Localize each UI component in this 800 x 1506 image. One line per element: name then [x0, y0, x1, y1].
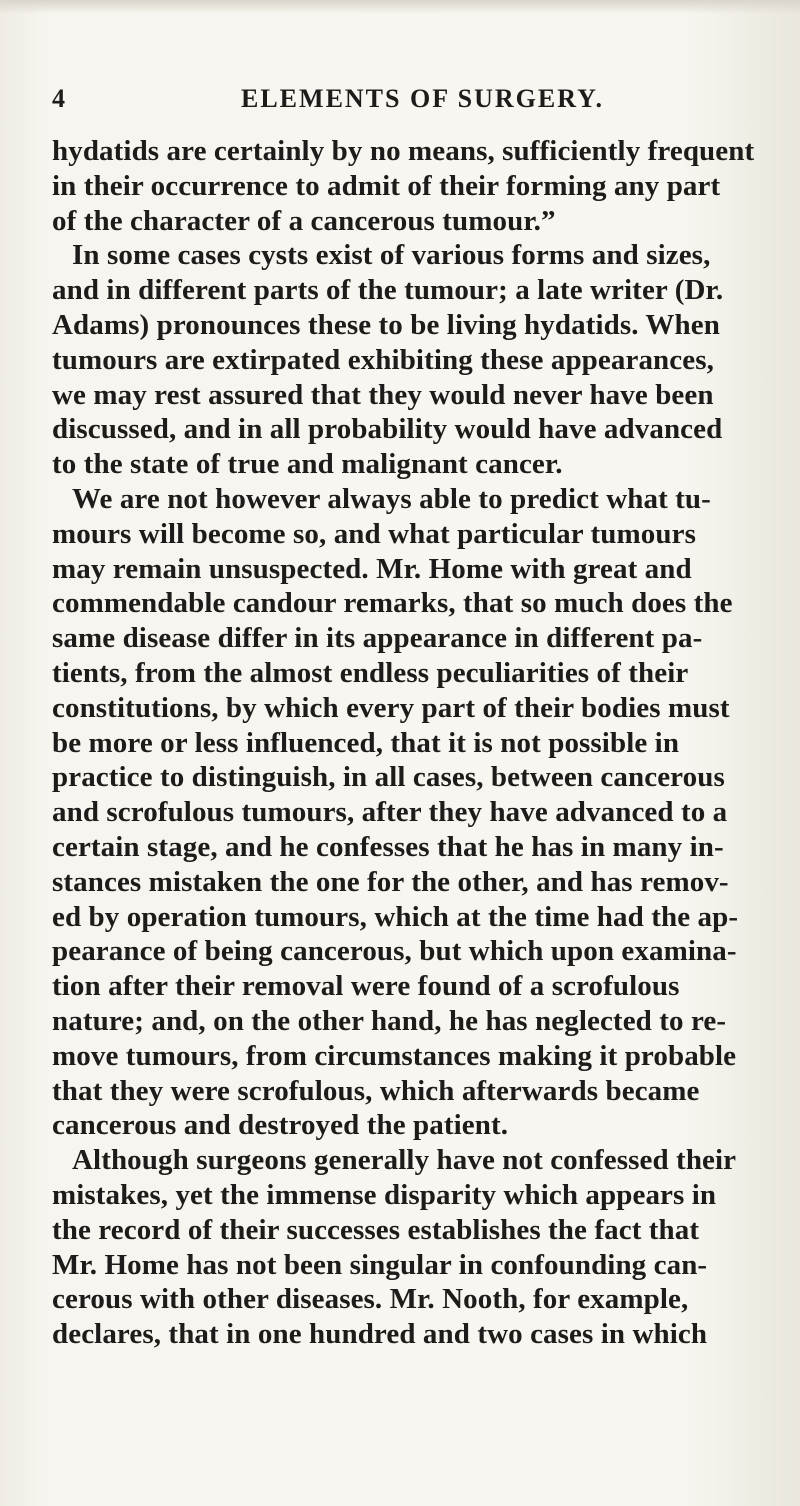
text-line: in their occurrence to admit of their forming any part [52, 169, 721, 202]
text-line: and scrofulous tumours, after they have advanced to a [52, 796, 728, 829]
text-line: same disease differ in its appearance in different pa- [52, 622, 703, 655]
text-line: mistakes, yet the immense disparity which appears in [52, 1178, 717, 1211]
paragraph-start-line: In some cases cysts exist of various forms and sizes, [72, 239, 711, 272]
body-text [52, 134, 792, 1352]
page-top-shadow [0, 0, 800, 14]
text-line: declares, that in one hundred and two cases in which [52, 1318, 708, 1351]
text-line: tumours are extirpated exhibiting these appearances, [52, 343, 714, 376]
text-line: discussed, and in all probability would have advanced [52, 413, 723, 446]
text-line: mours will become so, and what particular tumours [52, 517, 696, 550]
text-line: hydatids are certainly by no means, sufficiently frequent [52, 135, 755, 167]
paragraph-start-line: Although surgeons generally have not confessed their [72, 1144, 737, 1177]
page-number: 4 [52, 84, 66, 113]
text-line: the record of their successes establishes the fact that [52, 1213, 700, 1246]
paragraph-start-line: We are not however always able to predict what tu- [72, 482, 711, 515]
text-line: and in different parts of the tumour; a late writer (Dr. [52, 274, 724, 307]
running-head: ELEMENTS OF SURGERY. [241, 84, 604, 113]
text-line: certain stage, and he confesses that he has in many in- [52, 830, 724, 863]
text-line: cerous with other diseases. Mr. Nooth, for example, [52, 1283, 689, 1316]
text-line: stances mistaken the one for the other, and has remov- [52, 865, 729, 898]
text-line: commendable candour remarks, that so much does the [52, 587, 733, 620]
text-line: Adams) pronounces these to be living hydatids. When [52, 308, 720, 341]
text-line: cancerous and destroyed the patient. [52, 1109, 509, 1142]
text-line: we may rest assured that they would never have been [52, 378, 714, 411]
text-line: pearance of being cancerous, but which upon examina- [52, 935, 737, 968]
page-header [52, 84, 752, 116]
text-line: ed by operation tumours, which at the time had the ap- [52, 900, 739, 933]
text-line: practice to distinguish, in all cases, between cancerous [52, 761, 725, 794]
text-line: move tumours, from circumstances making it probable [52, 1039, 737, 1072]
text-line: to the state of true and malignant cancer. [52, 448, 563, 481]
text-line: tion after their removal were found of a scrofulous [52, 970, 680, 1003]
text-line: that they were scrofulous, which afterwards became [52, 1074, 700, 1107]
text-line: constitutions, by which every part of their bodies must [52, 691, 730, 724]
text-line: may remain unsuspected. Mr. Home with great and [52, 552, 692, 585]
text-line: nature; and, on the other hand, he has neglected to re- [52, 1004, 727, 1037]
text-line: be more or less influenced, that it is not possible in [52, 726, 680, 759]
text-line: tients, from the almost endless peculiarities of their [52, 656, 689, 689]
text-line: Mr. Home has not been singular in confounding can- [52, 1248, 708, 1281]
text-line: of the character of a cancerous tumour.” [52, 204, 556, 237]
